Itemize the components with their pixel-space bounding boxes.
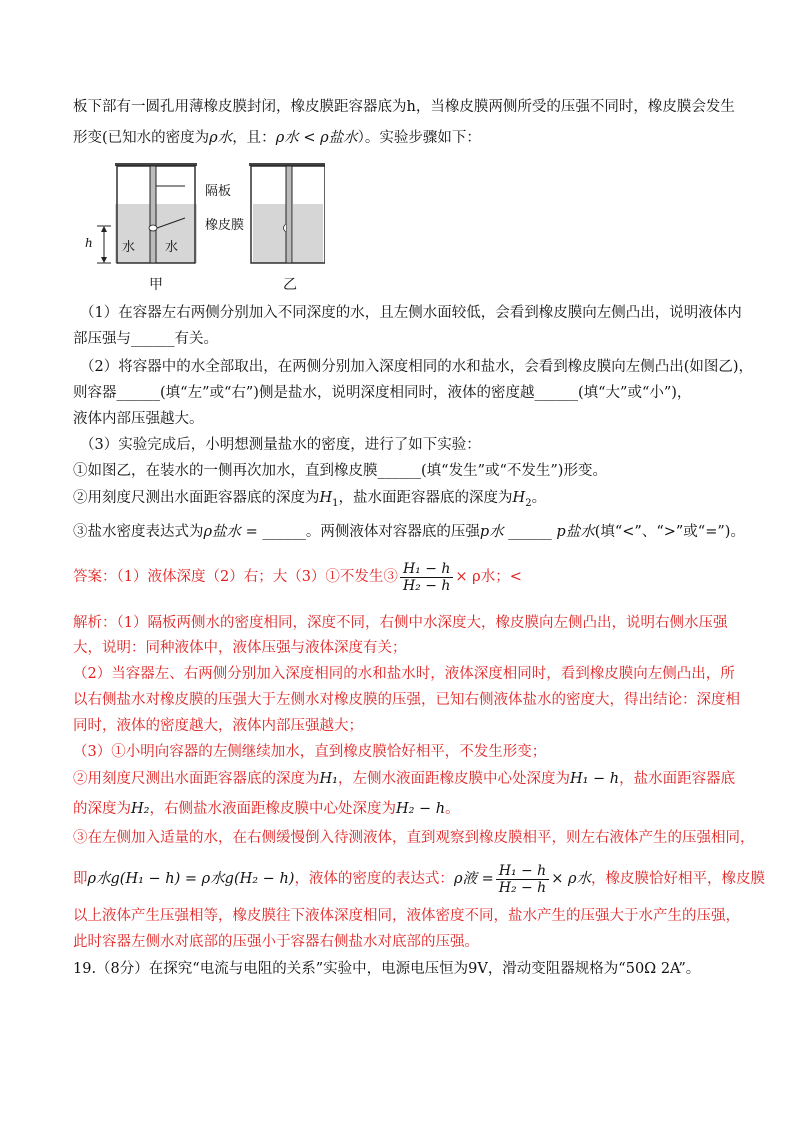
- experiment-figure: [85, 158, 325, 298]
- label-membrane: 橡皮膜: [205, 218, 245, 233]
- q3-line-d: [73, 521, 745, 543]
- answer-line: [73, 558, 522, 596]
- q19-text-a: 19.（8分）在探究“电流与电阻的关系”实验中，电源电压恒为: [73, 961, 469, 977]
- label-partition: 隔板: [205, 184, 232, 199]
- a10-frac-num: H₁ − h: [496, 863, 549, 880]
- answer-label: 答案：: [73, 569, 117, 585]
- label-water-right: 水: [165, 240, 179, 255]
- pressure-compare: p水 ______ p盐水: [479, 524, 595, 540]
- analysis-line-10: [73, 860, 765, 898]
- analysis-line-5: 同时，液体的密度越大，液体内部压强越大；: [73, 718, 363, 734]
- container-yi: [249, 163, 325, 263]
- caption-yi: 乙: [283, 277, 297, 293]
- answer-fraction: [400, 561, 453, 594]
- intro-text-c: ）。实验步骤如下：: [357, 130, 481, 146]
- analysis-line-4: 以右侧盐水对橡皮膜的压强大于左侧水对橡皮膜的压强，已知右侧液体盐水的密度大，得出结论：深度相: [73, 692, 740, 708]
- density-inequality: ρ水 < ρ盐水: [275, 130, 358, 146]
- q19-voltage: 9V: [468, 961, 488, 977]
- q2-line-a: （2）将容器中的水全部取出，在两侧分别加入深度相同的水和盐水，会看到橡皮膜向左侧凸出(如图乙)，: [80, 359, 754, 375]
- rho-saltwater-expression: ρ盐水 = ______: [203, 524, 306, 540]
- a10-frac-den: H₂ − h: [498, 879, 547, 896]
- intro-line-2: [73, 127, 481, 149]
- a7-text-2: ，左侧水液面距橡皮膜中心处深度为: [337, 771, 570, 787]
- question-19: [73, 958, 700, 980]
- analysis-line-6: （3）①小明向容器的左侧继续加水，直到橡皮膜恰好相平，不发生形变；: [73, 744, 547, 760]
- analysis-line-12: 此时容器左侧水对底部的压强小于容器右侧盐水对底部的压强。: [73, 934, 479, 950]
- answer-frac-num: H₁ − h: [400, 561, 453, 578]
- q3d-text-3: (填“<”、“>”或“=”)。: [594, 524, 745, 540]
- label-h: h: [85, 236, 93, 250]
- symbol-H2: H: [512, 490, 526, 506]
- analysis-line-7: [73, 768, 735, 790]
- symbol-H1: H: [319, 490, 333, 506]
- a7-text-3: ，盐水面距容器底: [619, 771, 736, 787]
- q19-spec: 50Ω 2A: [625, 961, 679, 977]
- q19-text-c: ”。: [678, 961, 701, 977]
- a8-text-2: ，右侧盐水液面距橡皮膜中心处深度为: [149, 801, 396, 817]
- rho-water-symbol: ρ水: [209, 130, 233, 146]
- q1-line-a: （1）在容器左右两侧分别加入不同深度的水，且左侧水面较低，会看到橡皮膜向左侧凸出，说明液体内: [80, 305, 742, 321]
- q3d-text-2: 。两侧液体对容器底的压强: [305, 524, 480, 540]
- q3-line-a: （3）实验完成后，小明想测量盐水的密度，进行了如下实验：: [80, 437, 481, 453]
- a8-H2: H₂: [131, 801, 150, 817]
- analysis-line-11: 以上液体产生压强相等，橡皮膜往下液体深度相同，液体密度不同，盐水产生的压强大于水产生的压强，: [73, 908, 740, 924]
- q3d-text-1: ③盐水密度表达式为: [73, 524, 204, 540]
- q3c-text-3: 。: [531, 490, 547, 506]
- answer-text-a: （1）液体深度（2）右；大（3）①不发生③: [116, 569, 398, 585]
- a8-text-3: 。: [445, 801, 460, 817]
- q2-line-b: 则容器______(填“左”或“右”)侧是盐水，说明深度相同时，液体的密度越______(填“大”或“小”)，: [73, 385, 692, 401]
- caption-jia: 甲: [149, 277, 163, 293]
- a7-H1: H₁: [319, 771, 338, 787]
- q3c-text-2: ，盐水面距容器底的深度为: [338, 490, 513, 506]
- analysis-line-9: ③在左侧加入适量的水，在右侧缓慢倒入待测液体，直到观察到橡皮膜相平，则左右液体产生的压强相同，: [73, 830, 755, 846]
- a7-H1-minus-h: H₁ − h: [569, 771, 620, 787]
- q1-line-b: 部压强与______有关。: [73, 331, 218, 347]
- a10-fraction: [496, 863, 549, 896]
- label-water-left: 水: [122, 240, 136, 255]
- q3c-text-1: ②用刻度尺测出水面距容器底的深度为: [73, 490, 320, 506]
- intro-text-a: 形变(已知水的密度为: [73, 130, 210, 146]
- q2-line-c: 液体内部压强越大。: [73, 411, 204, 427]
- q3-line-b: ①如图乙，在装水的一侧再次加水，直到橡皮膜______(填“发生”或“不发生”)形变。: [73, 463, 607, 479]
- a7-text-1: ②用刻度尺测出水面距容器底的深度为: [73, 771, 320, 787]
- a10-rho-liquid: ρ液 =: [453, 871, 494, 887]
- intro-text-b: ，且：: [232, 130, 276, 146]
- a10-text-1: 即: [73, 871, 88, 887]
- a8-H2-minus-h: H₂ − h: [395, 801, 446, 817]
- analysis-line-3: （2）当容器左、右两侧分别加入深度相同的水和盐水时，液体深度相同时，看到橡皮膜向左侧凸出，所: [73, 666, 735, 682]
- a8-text-1: 的深度为: [73, 801, 131, 817]
- analysis-line-8: [73, 798, 460, 820]
- container-jia: [97, 163, 197, 263]
- intro-line-1: 板下部有一圆孔用薄橡皮膜封闭，橡皮膜距容器底为h，当橡皮膜两侧所受的压强不同时，橡皮膜会发生: [73, 99, 735, 115]
- a10-tail: × ρ水: [551, 871, 591, 887]
- q19-text-b: ，滑动变阻器规格为“: [487, 961, 626, 977]
- a10-text-3: ，橡皮膜恰好相平，橡皮膜: [591, 871, 765, 887]
- q3-line-c: ②用刻度尺测出水面距容器底的深度为$H_1$，盐水面距容器底的深度为$H_2$。: [73, 490, 547, 509]
- answer-text-b: × ρ水；<: [455, 569, 522, 585]
- a10-equation: ρ水g(H₁ − h) = ρ水g(H₂ − h): [87, 871, 295, 887]
- answer-frac-den: H₂ − h: [402, 577, 451, 594]
- analysis-line-2: 大，说明：同种液体中，液体压强与液体深度有关；: [73, 640, 407, 656]
- analysis-line-1: 解析：（1）隔板两侧水的密度相同，深度不同，右侧中水深度大，橡皮膜向左侧凸出，说明右侧水压强: [73, 615, 728, 631]
- a10-text-2: ，液体的密度的表达式：: [294, 871, 454, 887]
